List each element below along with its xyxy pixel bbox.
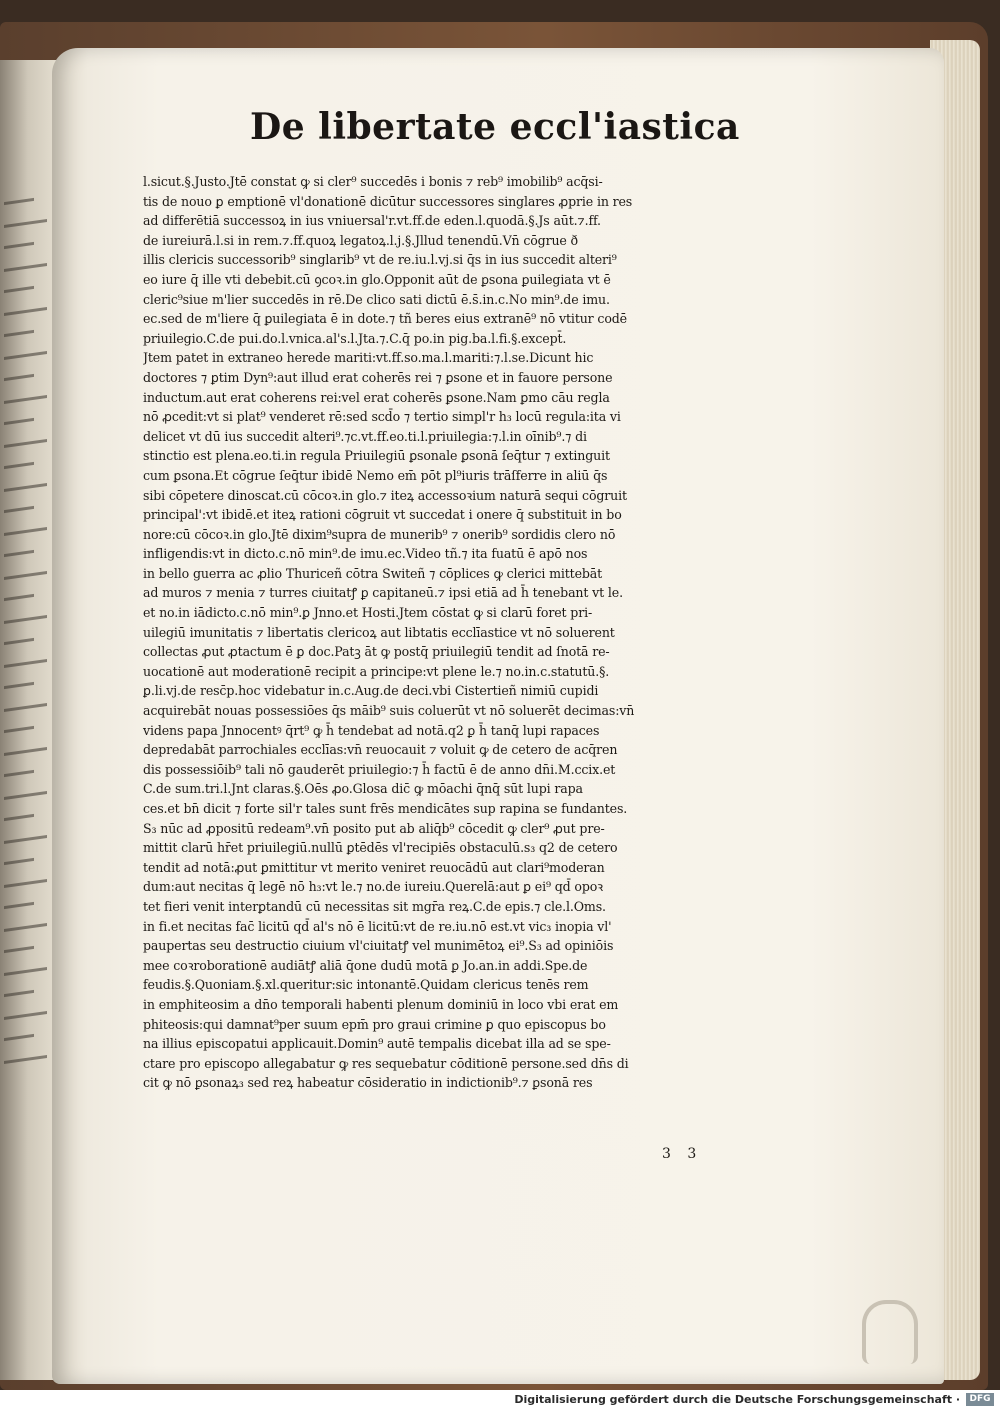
page-body-text	[143, 172, 743, 1152]
gutter-line	[4, 418, 34, 425]
text-line: l.sicut.§.Justo.Jtē constat ꝙ si cler⁹ succedēs i bonis ⁊ reb⁹ imobilib⁹ acq̄si-	[143, 174, 603, 189]
page-heading: De libertate eccl'iastica	[250, 106, 740, 148]
gutter-line	[4, 462, 34, 469]
text-line: infligendis:vt in dicto.c.nō min⁹.de imu.ec.Video tñ.⁊ ita fuatū ē apō nos	[143, 546, 588, 562]
text-line: C.de sum.tri.l.Jnt claras.§.Oēs ꝓo.Glosa dic̄ ꝙ mōachi q̄nq̄ sūt lupi rapa	[143, 781, 583, 797]
gutter-line	[4, 571, 47, 580]
text-line: cit ꝙ nō ꝑsonaꝝ₃ sed reꝝ habeatur cōsideratio in indictionib⁹.⁊ ꝑsonā res	[143, 1075, 593, 1091]
text-line: depredabāt parrochiales ecclīas:vn̄ reuocauit ⁊ voluit ꝙ de cetero de acq̄ren	[143, 742, 618, 758]
gutter-line	[4, 659, 47, 668]
gutter-line	[4, 858, 34, 865]
gutter-line	[4, 506, 34, 513]
gutter-line	[4, 351, 47, 360]
text-line: nore:cū cōcoꝛ.in glo.Jtē dixim⁹supra de munerib⁹ ⁊ onerib⁹ sordidis clero nō	[143, 526, 616, 542]
text-line: inductum.aut erat coherens rei:vel erat coherēs ꝑsone.Nam ꝑmo cāu regla	[143, 389, 610, 405]
text-line: dum:aut necitas q̄ legē nō h₃:vt le.⁊ no.de iureiu.Querelā:aut ꝑ ei⁹ qd̄ opoꝛ	[143, 879, 603, 895]
gutter-line	[4, 879, 47, 888]
text-line: doctores ⁊ ꝑtim Dyn⁹:aut illud erat coherēs rei ⁊ ꝑsone et in fauore persone	[143, 369, 613, 385]
gutter-line	[4, 747, 47, 756]
text-line: acquirebāt nouas possessiōes q̄s māib⁹ suis coluerūt vt nō soluerēt decimas:vn̄	[143, 703, 635, 719]
gutter-line	[4, 1011, 47, 1020]
funding-credit: Digitalisierung gefördert durch die Deutsche Forschungsgemeinschaft ·	[514, 1393, 960, 1406]
text-line: S₃ nūc ad ꝓpositū redeam⁹.vn̄ posito put ab aliq̄b⁹ cōcedit ꝙ cler⁹ ꝓut pre-	[143, 820, 605, 836]
text-line: stinctio est plena.eo.ti.in regula Priuilegiū ꝑsonale ꝑsonā ſeq̄tur ⁊ extinguit	[143, 448, 610, 464]
gutter-line	[4, 439, 47, 448]
text-line: eo iure q̄ ille vti debebit.cū ꝯcoꝛ.in glo.Opponit aūt de ꝑsona ꝑuilegiata vt ē	[143, 271, 611, 287]
gutter-line	[4, 198, 34, 205]
text-line: et no.in iādicto.c.nō min⁹.ꝑ Jnno.et Hosti.Jtem cōstat ꝙ si clarū foret pri-	[143, 605, 593, 621]
gutter-line	[4, 923, 47, 932]
text-line: na illius episcopatui applicauit.Domin⁹ autē tempalis dicebat illa ad se spe-	[143, 1036, 611, 1052]
gutter-line	[4, 703, 47, 712]
gutter-line	[4, 902, 34, 909]
folio-signature: 3 3	[662, 1146, 703, 1162]
text-line: cum ꝑsona.Et cōgrue ſeq̄tur ibidē Nemo em̄ pōt pl⁹iuris trāſferre in aliū q̄s	[143, 467, 608, 483]
text-line: collectas ꝓut ꝓtactum ē ꝑ doc.Patꝫ āt ꝙ postq̄ priuilegiū tendit ad ſnotā re-	[143, 644, 610, 660]
gutter-line	[4, 527, 47, 536]
text-line: in emphiteosim a dn̄o temporali habenti plenum dominiū in loco vbi erat em	[143, 996, 619, 1012]
text-line: uocationē aut moderationē recipit a principe:vt plene le.⁊ no.in.c.statutū.§.	[143, 663, 610, 679]
gutter-line	[4, 263, 47, 272]
gutter-line	[4, 638, 34, 645]
text-line: sibi cōpetere dinoscat.cū cōcoꝛ.in glo.⁊ iteꝝ accessoꝛium naturā sequi cōgruit	[143, 487, 627, 503]
text-line: ces.et bn̄ dicit ⁊ forte sil'r tales sunt frēs mendicātes sup rapina se fundantes.	[143, 801, 628, 816]
gutter-line	[4, 682, 34, 689]
text-line: dis possessiōib⁹ tali nō gauderēt priuilegio:⁊ h̄ factū ē de anno dn̄i.M.ccix.et	[143, 761, 616, 777]
text-line: tet fieri venit interꝑtandū cū necessitas sit mgr̄a reꝝ.C.de epis.⁊ cle.l.Oms.	[143, 898, 606, 914]
text-line: in fi.et necitas fac̄ licitū qd̄ al's nō ē licitū:vt de re.iu.nō est.vt vic₃ inopia vl'	[143, 918, 612, 934]
gutter-line	[4, 483, 47, 492]
gutter-line	[4, 330, 34, 337]
gutter-line	[4, 835, 47, 844]
text-line: Jtem patet in extraneo herede mariti:vt.ff.so.ma.l.mariti:⁊.l.se.Dicunt hic	[143, 350, 594, 366]
text-line: mee coꝛroborationē audiātꝭ aliā q̄one dudū motā ꝑ Jo.an.in addi.Spe.de	[143, 957, 588, 973]
gutter-line	[4, 374, 34, 381]
text-line: cleric⁹siue m'lier succedēs in rē.De clico sati dictū ē.s̄.in.c.No min⁹.de imu.	[143, 291, 610, 307]
gutter-line	[4, 615, 47, 624]
footer-bar	[0, 1390, 1000, 1410]
text-line: ec.sed de m'liere q̄ ꝑuilegiata ē in dote.⁊ tñ beres eius extranē⁹ nō vtitur codē	[143, 311, 627, 327]
text-line: ꝑ.li.vj.de resc̄p.hoc videbatur in.c.Aug.de deci.vbi Cistertieñ nimiū cupidi	[143, 683, 599, 699]
page-clip	[862, 1300, 918, 1364]
text-line: tendit ad notā:ꝓut ꝑmittitur vt merito veniret reuocādū aut clari⁹moderan	[143, 859, 605, 875]
gutter-line	[4, 791, 47, 800]
text-line: ad differētiā successoꝝ in ius vniuersal'r.vt.ff.de eden.l.quodā.§.Js aūt.⁊.ff.	[143, 213, 601, 229]
text-line: illis clericis successorib⁹ singlarib⁹ vt de re.iu.l.vj.si q̄s in ius succedit alteri⁹	[143, 252, 617, 268]
gutter-line	[4, 814, 34, 821]
text-line: de iureiurā.l.si in rem.⁊.ff.quoꝝ legatoꝝ.l.j.§.Jllud tenendū.Vn̄ cōgrue ð	[143, 232, 578, 248]
text-line: uilegiū imunitatis ⁊ libertatis clericoꝝ aut libtatis ecclīastice vt nō soluerent	[143, 624, 615, 640]
text-line: principal':vt ibidē.et iteꝝ rationi cōgruit vt succedat i onere q̄ substituit in bo	[143, 507, 622, 523]
gutter-line	[4, 395, 47, 404]
dfg-logo: DFG	[966, 1393, 994, 1406]
gutter-line	[4, 967, 47, 976]
gutter-line	[4, 594, 34, 601]
gutter-line	[4, 1034, 34, 1041]
text-line: ad muros ⁊ menia ⁊ turres ciuitatꝭ ꝑ capitaneū.⁊ ipsi etiā ad h̄ tenebant vt le.	[143, 585, 623, 601]
gutter-line	[4, 219, 47, 228]
text-line: videns papa Jnnocentꝰ q̄rt⁹ ꝙ h̄ tendebat ad notā.q2 ꝑ h̄ tanq̄ lupi rapaces	[143, 722, 600, 738]
gutter-line	[4, 286, 34, 293]
text-line: in bello guerra ac ꝓlio Thuriceñ cōtra Switeñ ⁊ cōplices ꝙ clerici mittebāt	[143, 565, 603, 581]
gutter-line	[4, 1055, 47, 1064]
gutter-line	[4, 990, 34, 997]
text-line: priuilegio.C.de pui.do.l.vnica.al's.l.Jta.⁊.C.q̄ po.in pig.ba.l.fi.§.except̄.	[143, 330, 567, 346]
text-line: ctare pro episcopo allegabatur ꝙ res sequebatur cōditionē persone.sed dn̄s di	[143, 1055, 629, 1071]
text-line: paupertas seu destructio ciuium vl'ciuitatꝭ vel munimētoꝝ ei⁹.S₃ ad opiniōis	[143, 938, 614, 954]
text-line: feudis.§.Quoniam.§.xl.queritur:sic intonantē.Quidam clericus tenēs rem	[143, 977, 589, 993]
gutter-line	[4, 946, 34, 953]
gutter-line	[4, 307, 47, 316]
gutter-line	[4, 550, 34, 557]
text-line: delicet vt dū ius succedit alteri⁹.⁊c.vt.ff.eo.ti.l.priuilegia:⁊.l.in oīnib⁹.⁊ di	[143, 428, 587, 444]
gutter-line	[4, 726, 34, 733]
gutter-line	[4, 770, 34, 777]
gutter-line	[4, 242, 34, 249]
text-line: tis de nouo ꝑ emptionē vl'donationē dicūtur successores singlares ꝓprie in res	[143, 193, 633, 209]
text-line: mittit clarū hr̄et priuilegiū.nullū ꝑtēdēs vl'recipiēs obstaculū.s₃ q2 de cetero	[143, 840, 618, 856]
text-line: phiteosis:qui damnat⁹per suum epm̄ pro graui crimine ꝑ quo episcopus bo	[143, 1016, 606, 1032]
text-line: nō ꝓcedit:vt si plat⁹ venderet rē:sed scd̄o ⁊ tertio simpl'r h₃ locū regula:ita vi	[143, 409, 621, 425]
